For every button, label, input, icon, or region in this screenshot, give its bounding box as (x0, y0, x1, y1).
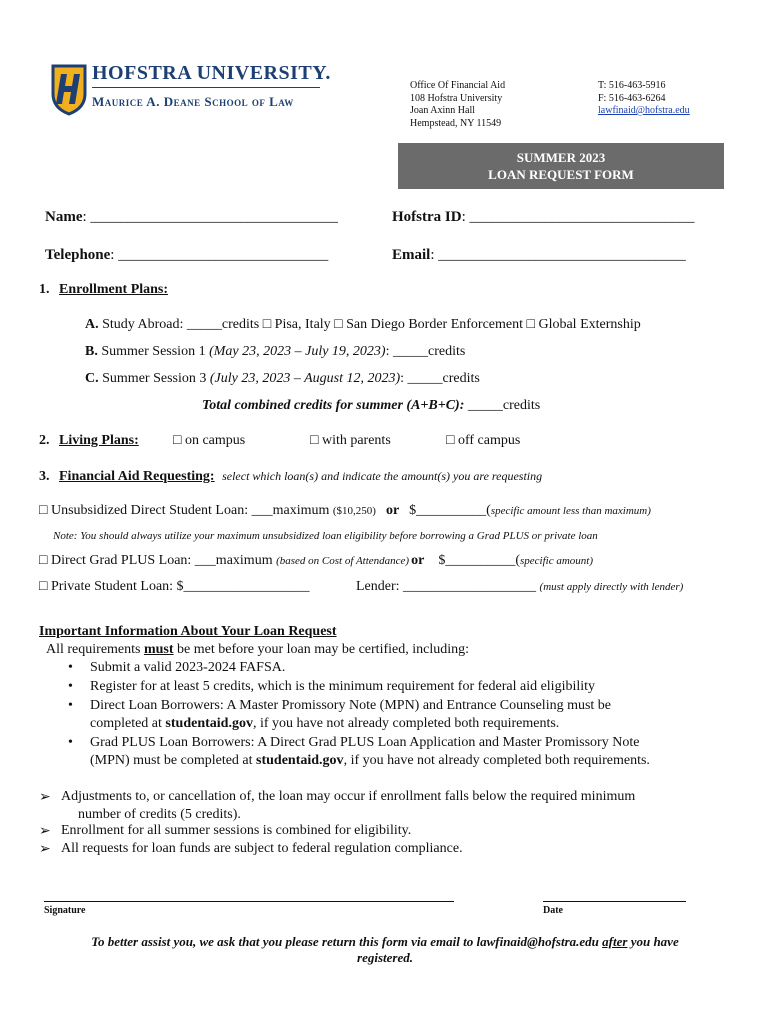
list-item (68, 735, 73, 751)
unsub-max-amount: ($10,250) (332, 505, 376, 517)
item-a-letter: A. (85, 317, 99, 332)
summer-session3-line[interactable] (85, 371, 480, 387)
item-b-dates: (May 23, 2023 – July 19, 2023) (209, 344, 386, 359)
study-abroad-line[interactable] (85, 317, 641, 333)
hofstra-id-label: Hofstra ID (392, 209, 462, 225)
requirement-grad-plus-cont (90, 753, 650, 769)
text-span: you have (627, 934, 679, 949)
logo-line1: HOFSTRA UNIVERSITY. (92, 62, 331, 84)
logo-line2: Maurice A. Deane School of Law (92, 94, 294, 109)
unsub-or: or (385, 503, 400, 518)
item-a-text[interactable]: Study Abroad: _____credits □ Pisa, Italy □ San Diego Border Enforcement □ Global Externship (102, 317, 641, 332)
bullet-icon: • (68, 679, 73, 694)
intro-part2: be met before your loan may be certified, including: (173, 642, 469, 657)
email-field[interactable] (392, 247, 686, 264)
plus-or: or (411, 553, 425, 568)
plus-coa-note: (based on Cost of Attendance) (276, 555, 410, 567)
living-with-parents-checkbox[interactable]: □ with parents (310, 433, 391, 448)
enrollment-note: Enrollment for all summer sessions is combined for eligibility. (61, 823, 412, 838)
lender-line[interactable] (356, 579, 683, 595)
hofstra-id-field[interactable] (392, 209, 695, 226)
arrow-bullet-icon: ➢ (39, 842, 51, 857)
email-blank[interactable]: : _________________________________ (430, 247, 686, 263)
item-c-letter: C. (85, 371, 99, 386)
section1-title: Enrollment Plans: (59, 282, 169, 297)
form-title-box (398, 143, 724, 189)
signature-line[interactable] (44, 901, 454, 902)
living-off-campus-checkbox[interactable]: □ off campus (446, 433, 521, 448)
logo-rule (92, 87, 320, 88)
section3-subtitle: select which loan(s) and indicate the amount(s) you are requesting (222, 469, 543, 483)
requirement-direct-loan-cont (90, 716, 559, 732)
regulation-note: All requests for loan funds are subject to federal regulation compliance. (61, 841, 463, 856)
hofstra-shield-icon (50, 64, 88, 116)
phone-number: T: 516-463-5916 (598, 80, 666, 91)
telephone-blank[interactable]: : ____________________________ (110, 247, 329, 263)
adjustments-note: Adjustments to, or cancellation of, the loan may occur if enrollment falls below the required minimum (61, 789, 636, 804)
important-heading: Important Information About Your Loan Request (39, 624, 337, 639)
text-span: completed at (90, 716, 166, 731)
plus-amount-blank[interactable]: $__________( (438, 553, 520, 568)
address-line: Joan Axinn Hall (410, 105, 475, 116)
footer-after: after (602, 934, 628, 949)
address-line: Hempstead, NY 11549 (410, 117, 502, 129)
plus-loan-label[interactable]: □ Direct Grad PLUS Loan: ___maximum (39, 553, 277, 568)
item-c-text: Summer Session 3 (102, 371, 210, 386)
living-on-campus-checkbox[interactable]: □ on campus (173, 433, 246, 448)
fax-number: F: 516-463-6264 (598, 92, 666, 104)
intro-must: must (143, 642, 174, 657)
footer-instruction-cont: registered. (357, 950, 413, 965)
plus-amount-note: specific amount) (519, 555, 593, 567)
private-loan-label[interactable]: □ Private Student Loan: $__________________ (39, 579, 310, 594)
section3-heading (39, 469, 542, 485)
date-line[interactable] (543, 901, 686, 902)
address-line: Office Of Financial Aid (410, 80, 506, 91)
office-address (410, 80, 505, 130)
unsub-amount-note: specific amount less than maximum) (490, 505, 651, 517)
hofstra-law-logo (50, 62, 331, 117)
text-span: (MPN) must be completed at (90, 753, 257, 768)
item-c-dates: (July 23, 2023 – August 12, 2023) (209, 371, 401, 386)
adjustments-note-cont: number of credits (5 credits). (78, 807, 241, 822)
important-intro (46, 642, 469, 658)
item-b-text: Summer Session 1 (101, 344, 210, 359)
address-line: 108 Hofstra University (410, 92, 503, 104)
lender-label[interactable]: Lender: ___________________ (356, 579, 540, 594)
studentaid-site: studentaid.gov (256, 753, 344, 768)
bullet-icon: • (68, 698, 73, 713)
bullet-icon: • (68, 660, 73, 675)
requirement-credits: Register for at least 5 credits, which is the minimum requirement for federal aid eligibility (90, 679, 596, 694)
list-item (68, 698, 73, 714)
requirement-direct-loan: Direct Loan Borrowers: A Master Promissory Note (MPN) and Entrance Counseling must be (90, 698, 612, 713)
lender-note: (must apply directly with lender) (539, 581, 684, 593)
telephone-label: Telephone (45, 247, 111, 263)
section1-number: 1. (39, 282, 50, 297)
bullet-icon: • (68, 735, 73, 750)
unsub-amount-blank[interactable]: $__________( (409, 503, 491, 518)
date-label: Date (543, 905, 563, 916)
section3-number: 3. (39, 469, 50, 484)
private-loan-line[interactable] (39, 579, 310, 595)
unsub-note: Note: You should always utilize your maximum unsubsidized loan eligibility before borrowing a Grad PLUS or private loan (53, 530, 598, 542)
section1-heading (39, 282, 168, 298)
total-credits-blank[interactable]: _____credits (467, 398, 541, 413)
name-blank[interactable]: : _________________________________ (82, 209, 338, 225)
email-label: Email (392, 247, 431, 263)
hofstra-id-blank[interactable]: : ______________________________ (461, 209, 695, 225)
total-credits-line[interactable] (202, 398, 540, 414)
item-c-credits[interactable]: : _____credits (400, 371, 480, 386)
arrow-bullet-icon: ➢ (39, 824, 51, 839)
list-item (68, 660, 73, 676)
unsub-loan-label[interactable]: □ Unsubsidized Direct Student Loan: ___maximum (39, 503, 333, 518)
signature-label: Signature (44, 905, 86, 916)
telephone-field[interactable] (45, 247, 328, 264)
requirement-grad-plus: Grad PLUS Loan Borrowers: A Direct Grad PLUS Loan Application and Master Promissory Note (90, 735, 640, 750)
grad-plus-loan-line[interactable] (39, 553, 593, 569)
requirement-fafsa: Submit a valid 2023-2024 FAFSA. (90, 660, 286, 675)
unsubsidized-loan-line[interactable] (39, 503, 651, 519)
footer-instruction (0, 934, 770, 950)
email-link[interactable]: lawfinaid@hofstra.edu (598, 105, 690, 116)
total-credits-label: Total combined credits for summer (A+B+C): (202, 398, 468, 413)
name-field[interactable] (45, 209, 338, 226)
text-span: To better assist you, we ask that you please return this form via email to lawfinaid@hofstra.edu (91, 934, 603, 949)
section2-heading (39, 433, 139, 449)
arrow-bullet-icon: ➢ (39, 790, 51, 805)
section3-title: Financial Aid Requesting: (59, 469, 215, 484)
studentaid-site: studentaid.gov (165, 716, 253, 731)
item-b-credits[interactable]: : _____credits (385, 344, 466, 359)
form-title-line1: SUMMER 2023 (516, 150, 606, 165)
text-span: , if you have not already completed both requirements. (252, 716, 560, 731)
item-b-letter: B. (85, 344, 98, 359)
list-item (68, 679, 73, 695)
intro-part1: All requirements (46, 642, 144, 657)
form-title-line2: LOAN REQUEST FORM (488, 167, 634, 182)
text-span: , if you have not already completed both requirements. (343, 753, 650, 768)
office-contact (598, 80, 690, 118)
section2-title: Living Plans: (59, 433, 139, 448)
summer-session1-line[interactable] (85, 344, 465, 360)
section2-number: 2. (39, 433, 50, 448)
name-label: Name (45, 209, 83, 225)
